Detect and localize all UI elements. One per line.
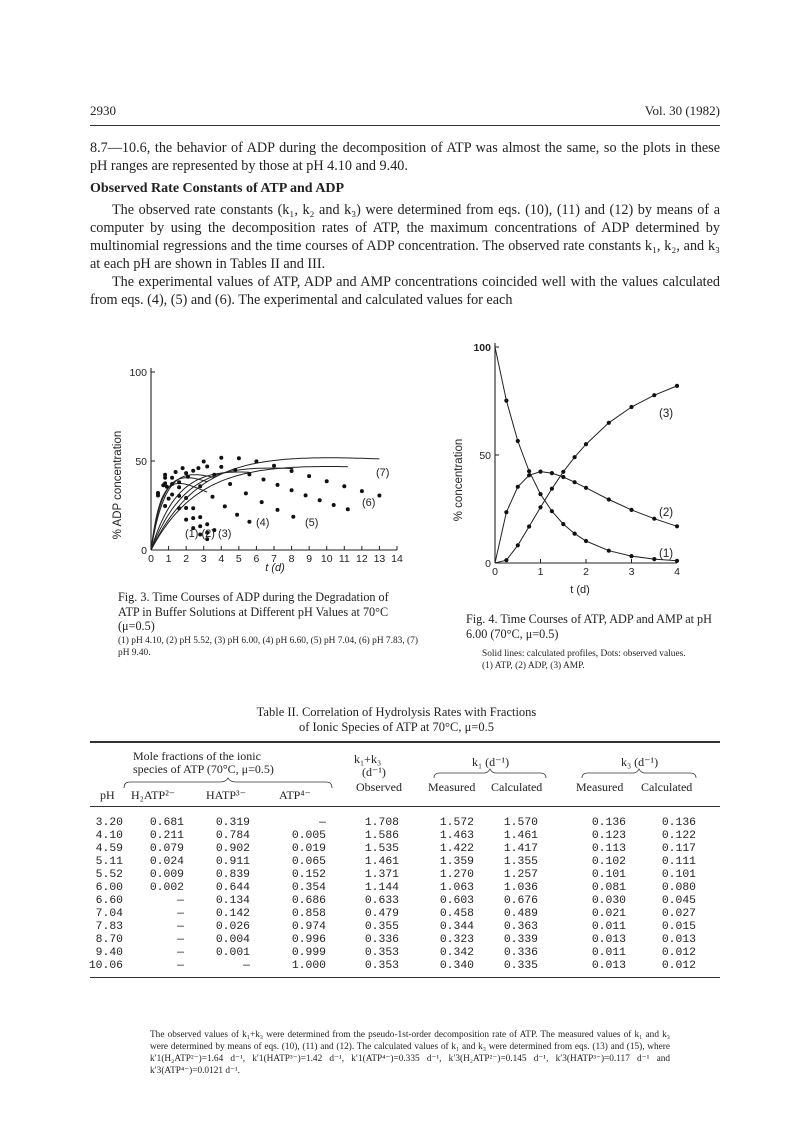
data-point [516, 485, 520, 489]
data-point [237, 456, 241, 460]
cell-h2atp: — [177, 921, 184, 933]
data-point [198, 515, 202, 519]
data-point [304, 493, 308, 497]
data-point [318, 498, 322, 502]
fig4-x-axis-label: t (d) [570, 584, 590, 596]
x-tick-label: 3 [200, 553, 207, 565]
fig4-note-1: Solid lines: calculated profiles, Dots: observed values. [482, 649, 686, 659]
data-point [247, 520, 251, 524]
cell-k1-calculated: 1.461 [503, 830, 538, 842]
cell-ph: 8.70 [95, 934, 123, 946]
fig3-label-5: (5) [305, 517, 319, 529]
cell-hatp: 0.026 [215, 921, 250, 933]
cell-k3-measured: 0.011 [591, 947, 626, 959]
k13-header: k₁+k₃ [354, 752, 382, 766]
col-atp: ATP⁴⁻ [279, 788, 311, 802]
cell-k1-calculated: 0.363 [503, 921, 538, 933]
cell-ph: 3.20 [95, 817, 123, 829]
x-tick-label: 14 [391, 553, 403, 565]
data-point [652, 517, 656, 521]
cell-observed: 0.353 [364, 947, 399, 959]
cell-k1-measured: 1.270 [439, 869, 474, 881]
cell-atp: 0.858 [291, 908, 326, 920]
cell-k3-calculated: 0.012 [661, 947, 696, 959]
cell-k3-calculated: 0.013 [661, 934, 696, 946]
cell-h2atp: — [177, 895, 184, 907]
mole-header-1: Mole fractions of the ionic [133, 749, 261, 763]
data-point [184, 518, 188, 522]
k1-measured: Measured [428, 780, 476, 794]
cell-h2atp: 0.681 [149, 817, 184, 829]
cell-k3-calculated: 0.012 [661, 960, 696, 972]
data-point [607, 421, 611, 425]
paragraph-1: 8.7—10.6, the behavior of ADP during the decomposition of ATP was almost the same, so the plots in these pH ranges are represented by those at pH 4.10 and 9.40. [90, 140, 720, 174]
x-tick-label: 6 [253, 553, 260, 565]
cell-k3-calculated: 0.045 [661, 895, 696, 907]
data-point [174, 470, 178, 474]
cell-k3-measured: 0.021 [591, 908, 626, 920]
data-point [516, 543, 520, 547]
col-hatp: HATP³⁻ [206, 788, 246, 802]
cell-k3-calculated: 0.136 [661, 817, 696, 829]
cell-atp: 0.999 [291, 947, 326, 959]
col-h2atp: H₂ATP²⁻ [131, 788, 176, 802]
fig4-note-2: (1) ATP, (2) ADP, (3) AMP. [482, 661, 585, 671]
x-tick-label: 9 [306, 553, 313, 565]
data-point [527, 469, 531, 473]
table-row [0, 908, 793, 921]
cell-k1-calculated: 1.417 [503, 843, 538, 855]
mole-header-2: species of ATP (70°C, μ=0.5) [133, 762, 274, 776]
fig3-legend: (1) pH 4.10, (2) pH 5.52, (3) pH 6.00, (4) pH 6.60, (5) pH 7.04, (6) pH 7.83, (7) pH 9.40. [118, 636, 418, 658]
fig4-y-axis-label: % concentration [453, 438, 465, 522]
cell-k1-measured: 1.422 [439, 843, 474, 855]
data-point [205, 465, 209, 469]
series-line-3 [495, 386, 677, 563]
data-point [675, 524, 679, 528]
cell-observed: 1.461 [364, 856, 399, 868]
data-point [205, 522, 209, 526]
data-point [342, 484, 346, 488]
table-row [0, 947, 793, 960]
cell-observed: 0.355 [364, 921, 399, 933]
data-point [377, 494, 381, 498]
cell-k1-measured: 0.340 [439, 960, 474, 972]
cell-hatp: 0.142 [215, 908, 250, 920]
cell-observed: 0.633 [364, 895, 399, 907]
cell-k1-measured: 1.572 [439, 817, 474, 829]
data-point [272, 464, 276, 468]
cell-hatp: 0.134 [215, 895, 250, 907]
table-row [0, 934, 793, 947]
data-point [332, 503, 336, 507]
data-point [219, 465, 223, 469]
data-point [276, 483, 280, 487]
data-point [247, 472, 251, 476]
cell-hatp: 0.784 [215, 830, 250, 842]
data-point [161, 483, 165, 487]
section-heading: Observed Rate Constants of ATP and ADP [90, 181, 345, 196]
data-point [212, 473, 216, 477]
x-tick-label: 13 [373, 553, 386, 565]
data-point [211, 495, 215, 499]
cell-ph: 4.59 [95, 843, 123, 855]
cell-k3-calculated: 0.027 [661, 908, 696, 920]
k1-brace [430, 768, 550, 780]
data-point [573, 455, 577, 459]
x-tick-label: 8 [288, 553, 295, 565]
data-point [262, 478, 266, 482]
series-line-1 [495, 347, 677, 561]
data-point [346, 507, 350, 511]
cell-k3-measured: 0.123 [591, 830, 626, 842]
data-point [165, 485, 169, 489]
k3-measured: Measured [576, 780, 624, 794]
cell-observed: 1.586 [364, 830, 399, 842]
data-point [629, 508, 633, 512]
cell-k3-calculated: 0.101 [661, 869, 696, 881]
cell-k3-measured: 0.011 [591, 921, 626, 933]
data-point [561, 470, 565, 474]
cell-k3-calculated: 0.117 [661, 843, 696, 855]
fig3-label-7: (7) [376, 467, 390, 479]
cell-h2atp: — [177, 947, 184, 959]
table-row [0, 856, 793, 869]
data-point [584, 539, 588, 543]
series-line-2 [495, 472, 677, 563]
cell-k1-calculated: 0.676 [503, 895, 538, 907]
table-title-line-1: Table II. Correlation of Hydrolysis Rates with Fractions [256, 705, 537, 719]
fig4-label-1: (1) [659, 548, 674, 560]
cell-hatp: 0.001 [215, 947, 250, 959]
cell-ph: 10.06 [88, 960, 123, 972]
x-tick-label: 11 [338, 553, 350, 565]
fig4-notes [482, 648, 712, 672]
data-point [675, 559, 679, 563]
cell-k1-measured: 0.458 [439, 908, 474, 920]
cell-h2atp: — [177, 960, 184, 972]
cell-k3-measured: 0.013 [591, 960, 626, 972]
data-point [260, 500, 264, 504]
cell-k3-measured: 0.136 [591, 817, 626, 829]
data-point [184, 471, 188, 475]
data-point [538, 470, 542, 474]
cell-observed: 1.708 [364, 817, 399, 829]
cell-k3-measured: 0.113 [591, 843, 626, 855]
data-point [652, 393, 656, 397]
data-point [607, 497, 611, 501]
data-point [167, 497, 171, 501]
data-point [527, 524, 531, 528]
cell-k3-measured: 0.102 [591, 856, 626, 868]
cell-k3-calculated: 0.122 [661, 830, 696, 842]
cell-h2atp: 0.079 [149, 843, 184, 855]
table-row [0, 830, 793, 843]
cell-h2atp: 0.002 [149, 882, 184, 894]
data-point [538, 492, 542, 496]
data-point [325, 479, 329, 483]
fig3-caption: Fig. 3. Time Courses of ADP during the Degradation of ATP in Buffer Solutions at Different pH Values at 70°C (μ=0.5) [118, 590, 389, 633]
cell-k1-calculated: 0.489 [503, 908, 538, 920]
x-tick-label: 2 [183, 553, 190, 565]
data-point [504, 399, 508, 403]
table-row [0, 960, 793, 973]
data-point [573, 532, 577, 536]
x-tick-label: 5 [235, 553, 242, 565]
cell-hatp: 0.911 [215, 856, 250, 868]
cell-hatp: 0.319 [215, 817, 250, 829]
fig4-series [495, 347, 679, 563]
cell-k1-calculated: 0.335 [503, 960, 538, 972]
data-point [244, 491, 248, 495]
x-tick-label: 10 [320, 553, 333, 565]
table-title [0, 705, 793, 735]
cell-h2atp: 0.009 [149, 869, 184, 881]
fig3-label-6: (6) [362, 497, 376, 509]
cell-ph: 7.04 [95, 908, 123, 920]
cell-k3-measured: 0.081 [591, 882, 626, 894]
cell-k1-calculated: 1.036 [503, 882, 538, 894]
k3-brace [578, 768, 700, 780]
cell-k3-measured: 0.013 [591, 934, 626, 946]
data-point [527, 473, 531, 477]
cell-h2atp: — [177, 934, 184, 946]
cell-ph: 5.52 [95, 869, 123, 881]
y-tick-label: 50 [479, 450, 491, 462]
data-point [191, 506, 195, 510]
cell-atp: 0.005 [291, 830, 326, 842]
fig3-label-123: (1) (2) (3) [185, 528, 232, 540]
data-point [584, 442, 588, 446]
table-row [0, 882, 793, 895]
data-point [170, 476, 174, 480]
fig4-label-3: (3) [659, 408, 674, 420]
mole-brace [120, 776, 340, 790]
cell-h2atp: 0.211 [149, 830, 184, 842]
y-tick-label: 0 [485, 558, 491, 570]
figure-3-chart [95, 355, 415, 585]
table-row [0, 817, 793, 830]
data-point [191, 469, 195, 473]
x-tick-label: 1 [537, 566, 544, 578]
data-point [516, 439, 520, 443]
data-point [538, 505, 542, 509]
x-tick-label: 3 [628, 566, 635, 578]
data-point [629, 554, 633, 558]
data-point [561, 522, 565, 526]
cell-k1-measured: 1.359 [439, 856, 474, 868]
cell-hatp: 0.644 [215, 882, 250, 894]
data-point [675, 384, 679, 388]
data-point [573, 480, 577, 484]
journal-volume: Vol. 30 (1982) [644, 103, 720, 118]
table-bottom-rule [90, 977, 720, 978]
cell-observed: 1.371 [364, 869, 399, 881]
fig3-x-axis-label: t (d) [265, 562, 285, 574]
cell-ph: 5.11 [95, 856, 123, 868]
k3-calculated: Calculated [641, 780, 693, 794]
cell-ph: 7.83 [95, 921, 123, 933]
data-point [163, 473, 167, 477]
k13-unit: (d⁻¹) [362, 765, 386, 779]
body-text [90, 139, 720, 309]
data-point [291, 515, 295, 519]
data-point [550, 487, 554, 491]
k3-header: k₃ (d⁻¹) [621, 755, 659, 769]
cell-k1-measured: 0.323 [439, 934, 474, 946]
y-tick-label: 50 [135, 456, 147, 468]
col-ph: pH [100, 788, 115, 802]
data-point [191, 516, 195, 520]
x-tick-label: 7 [271, 553, 277, 565]
data-point [504, 510, 508, 514]
cell-atp: 0.065 [291, 856, 326, 868]
data-point [223, 504, 227, 508]
cell-hatp: — [243, 960, 250, 972]
cell-k1-calculated: 1.257 [503, 869, 538, 881]
data-point [504, 558, 508, 562]
cell-k1-calculated: 0.339 [503, 934, 538, 946]
data-point [307, 474, 311, 478]
cell-ph: 4.10 [95, 830, 123, 842]
x-tick-label: 12 [356, 553, 368, 565]
cell-ph: 6.60 [95, 895, 123, 907]
data-point [652, 557, 656, 561]
col-observed: Observed [356, 780, 402, 794]
figure-4-chart [440, 335, 700, 600]
fig4-label-2: (2) [659, 507, 674, 519]
cell-k3-measured: 0.030 [591, 895, 626, 907]
x-tick-label: 4 [674, 566, 680, 578]
cell-observed: 0.353 [364, 960, 399, 972]
data-point [186, 475, 190, 479]
cell-atp: 0.686 [291, 895, 326, 907]
x-tick-label: 2 [583, 566, 589, 578]
cell-h2atp: 0.024 [149, 856, 184, 868]
data-point [290, 469, 294, 473]
cell-k1-calculated: 0.336 [503, 947, 538, 959]
cell-hatp: 0.004 [215, 934, 250, 946]
k1-calculated: Calculated [491, 780, 543, 794]
cell-ph: 9.40 [95, 947, 123, 959]
cell-atp: 0.974 [291, 921, 326, 933]
x-tick-label: 4 [218, 553, 225, 565]
cell-hatp: 0.902 [215, 843, 250, 855]
cell-atp: 0.152 [291, 869, 326, 881]
table-footnote: The observed values of k₁+k₃ were determined from the pseudo-1st-order decomposition rate of ATP. The measured values of k₁ and k₃ were determined by means of eqs. (10), (11) and (12). The calculated values of k₁ and k₃ were determined from eqs. (13) and (15), where k′1(H₂ATP²⁻)=1.64 d⁻¹, k′1(HATP³⁻)=1.42 d⁻¹, k′1(ATP⁴⁻)=0.335 d⁻¹, k′3(H₂ATP²⁻)=0.145 d⁻¹, k′3(HATP³⁻)=0.117 d⁻¹ and k′3(ATP⁴⁻)=0.0121 d⁻¹. [150, 1030, 670, 1076]
data-point [607, 549, 611, 553]
paragraph-3: The experimental values of ATP, ADP and AMP concentrations coincided well with the values calculated from eqs. (4), (5) and (6). The experimental and calculated values for each [90, 274, 720, 308]
header-rule [90, 125, 720, 126]
fig3-label-4: (4) [256, 517, 270, 529]
data-point [360, 489, 364, 493]
cell-k1-measured: 1.063 [439, 882, 474, 894]
data-point [235, 513, 239, 517]
data-point [550, 471, 554, 475]
cell-observed: 0.479 [364, 908, 399, 920]
data-point [228, 482, 232, 486]
cell-observed: 0.336 [364, 934, 399, 946]
cell-observed: 1.535 [364, 843, 399, 855]
table-row [0, 843, 793, 856]
data-point [181, 466, 185, 470]
cell-k1-measured: 0.342 [439, 947, 474, 959]
cell-atp: 0.019 [291, 843, 326, 855]
cell-h2atp: — [177, 908, 184, 920]
data-point [202, 460, 206, 464]
k1-header: k₁ (d⁻¹) [472, 755, 510, 769]
cell-atp: — [319, 817, 326, 829]
cell-k1-calculated: 1.570 [503, 817, 538, 829]
data-point [177, 480, 181, 484]
table-row [0, 921, 793, 934]
fig3-axes [129, 367, 403, 565]
cell-k1-measured: 0.603 [439, 895, 474, 907]
page-number: 2930 [90, 103, 116, 118]
data-point [290, 488, 294, 492]
y-tick-label: 100 [473, 342, 491, 354]
data-point [163, 504, 167, 508]
data-point [584, 486, 588, 490]
cell-atp: 1.000 [291, 960, 326, 972]
x-tick-label: 0 [492, 566, 498, 578]
cell-observed: 1.144 [364, 882, 399, 894]
table-title-line-2: of Ionic Species of ATP at 70°C, μ=0.5 [298, 720, 494, 734]
table-row [0, 869, 793, 882]
cell-atp: 0.354 [291, 882, 326, 894]
cell-k1-calculated: 1.355 [503, 856, 538, 868]
cell-k3-measured: 0.101 [591, 869, 626, 881]
paragraph-2: The observed rate constants (k₁, k₂ and k₃) were determined from eqs. (10), (11) and (12) by means of a computer by using the decomposition rates of ATP, the maximum concentrations of ADP determined by multinomial regressions and the time courses of ADP concentration. The observed rate constants k₁, k₂, and k₃ at each pH are shown in Tables II and III. [90, 202, 720, 272]
cell-k3-calculated: 0.111 [661, 856, 696, 868]
table-top-rule [90, 741, 720, 743]
data-point [156, 491, 160, 495]
cell-atp: 0.996 [291, 934, 326, 946]
fig4-axes [473, 342, 680, 578]
y-tick-label: 100 [129, 367, 147, 379]
data-point [550, 509, 554, 513]
cell-ph: 6.00 [95, 882, 123, 894]
cell-k3-calculated: 0.015 [661, 921, 696, 933]
data-point [561, 475, 565, 479]
y-tick-label: 0 [141, 545, 147, 557]
data-point [276, 508, 280, 512]
cell-k1-measured: 1.463 [439, 830, 474, 842]
data-point [177, 485, 181, 489]
data-point [196, 466, 200, 470]
data-point [219, 456, 223, 460]
cell-k3-calculated: 0.080 [661, 882, 696, 894]
table-row [0, 895, 793, 908]
fig4-caption: Fig. 4. Time Courses of ATP, ADP and AMP at pH 6.00 (70°C, μ=0.5) [466, 612, 712, 641]
x-tick-label: 1 [165, 553, 172, 565]
data-point [629, 405, 633, 409]
fig3-y-axis-label: % ADP concentration [112, 430, 124, 540]
data-point [170, 493, 174, 497]
x-tick-label: 0 [148, 553, 154, 565]
cell-hatp: 0.839 [215, 869, 250, 881]
data-point [254, 459, 258, 463]
data-point [184, 506, 188, 510]
cell-k1-measured: 0.344 [439, 921, 474, 933]
table-header-rule [90, 806, 720, 807]
